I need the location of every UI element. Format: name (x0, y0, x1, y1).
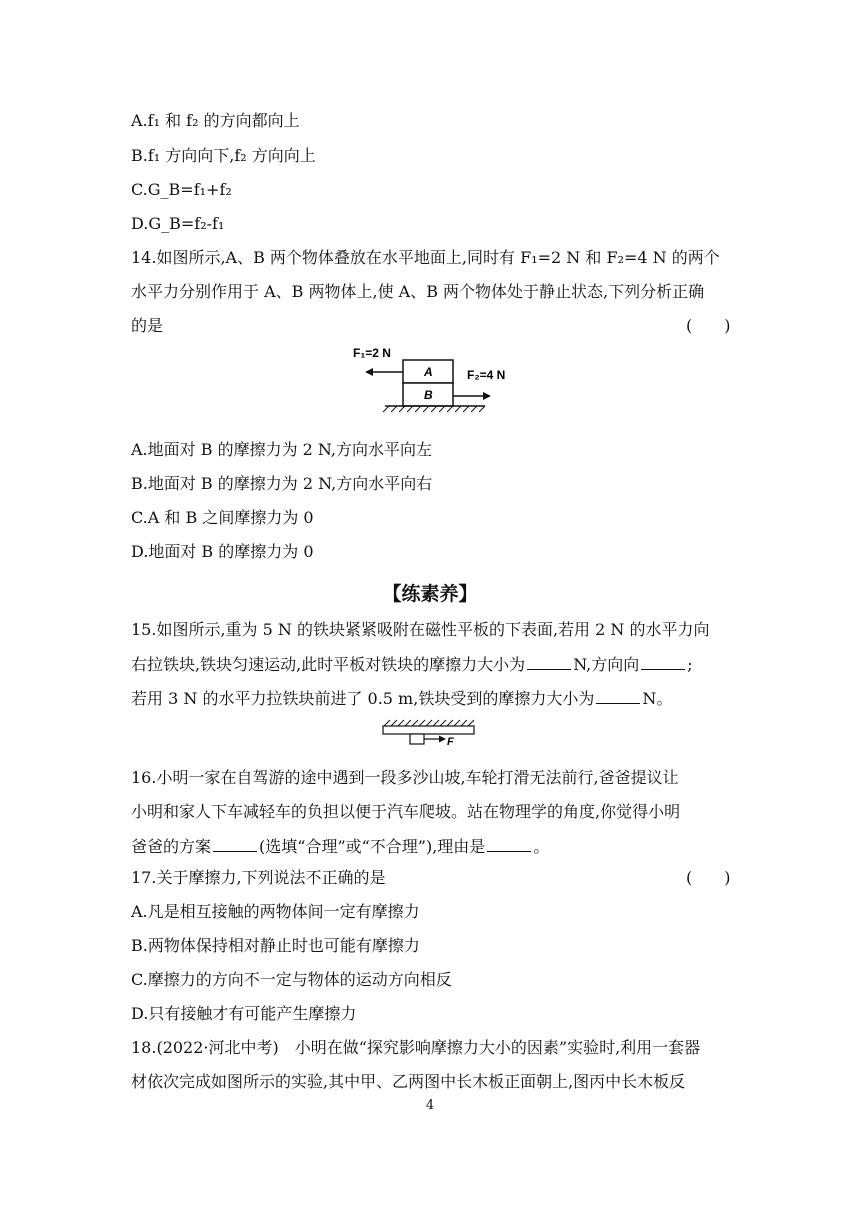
q14-option-d: D.地面对 B 的摩擦力为 0 (131, 542, 314, 561)
magnetic-plate (383, 726, 474, 734)
q16-blank-1[interactable] (213, 836, 257, 852)
q14-stem-line2: 水平力分别作用于 A、B 两物体上,使 A、B 两个物体处于静止状态,下列分析正确 (131, 282, 705, 301)
f1-arrow-head (365, 368, 373, 376)
iron-block (410, 734, 424, 744)
q16-stem-line2: 小明和家人下车减轻车的负担以便于汽车爬坡。站在物理学的角度,你觉得小明 (131, 802, 681, 821)
q13-option-c: C.G_B=f₁+f₂ (131, 180, 232, 199)
q17-option-b: B.两物体保持相对静止时也可能有摩擦力 (131, 936, 420, 955)
q13-option-b: B.f₁ 方向向下,f₂ 方向向上 (131, 146, 316, 165)
q16-line3-text-c: 。 (533, 837, 550, 856)
q15-stem-line3 (131, 688, 672, 709)
q17-option-d: D.只有接触才有可能产生摩擦力 (131, 1004, 357, 1023)
f2-arrow-head (483, 392, 491, 400)
q15-stem-line1: 15.如图所示,重为 5 N 的铁块紧紧吸附在磁性平板的下表面,若用 2 N 的水平力向 (131, 620, 710, 639)
q15-line2-text-c: ; (687, 655, 693, 674)
q18-stem-line1: 18.(2022·河北中考) 小明在做“探究影响摩擦力大小的因素”实验时,利用一套器 (131, 1038, 701, 1057)
q15-blank-1[interactable] (527, 654, 571, 670)
q17-answer-paren: ( ) (686, 868, 731, 887)
q17-stem: 17.关于摩擦力,下列说法不正确的是 (131, 868, 386, 887)
q16-stem-line1: 16.小明一家在自驾游的途中遇到一段多沙山坡,车轮打滑无法前行,爸爸提议让 (131, 768, 679, 787)
q14-stem-line1: 14.如图所示,A、B 两个物体叠放在水平地面上,同时有 F₁=2 N 和 F₂=4 N 的两个 (131, 248, 720, 267)
q15-line3-text-b: N。 (642, 689, 673, 708)
q13-option-d: D.G_B=f₂-f₁ (131, 214, 225, 233)
q18-stem-line2: 材依次完成如图所示的实验,其中甲、乙两图中长木板正面朝上,图丙中长木板反 (131, 1072, 686, 1091)
f1-label: F₁=2 N (353, 346, 391, 360)
f2-label: F₂=4 N (467, 368, 506, 382)
q14-option-a: A.地面对 B 的摩擦力为 2 N,方向水平向左 (131, 440, 432, 459)
q17-option-c: C.摩擦力的方向不一定与物体的运动方向相反 (131, 970, 452, 989)
q16-line3-text-a: 爸爸的方案 (131, 837, 212, 856)
q14-answer-paren: ( ) (686, 316, 731, 335)
block-b-label: B (424, 388, 433, 402)
q16-line3-text-b: (选填“合理”或“不合理”),理由是 (259, 837, 486, 856)
q15-stem-line2 (131, 654, 693, 675)
section-title: 【练素养】 (382, 583, 478, 605)
q15-line2-text-a: 右拉铁块,铁块匀速运动,此时平板对铁块的摩擦力大小为 (131, 655, 526, 674)
q14-figure (345, 343, 520, 413)
q15-blank-2[interactable] (641, 654, 685, 670)
q15-blank-3[interactable] (596, 688, 640, 704)
block-a-label: A (424, 365, 433, 379)
q16-stem-line3 (131, 836, 549, 857)
page-number: 4 (425, 1098, 435, 1113)
q17-option-a: A.凡是相互接触的两物体间一定有摩擦力 (131, 902, 420, 921)
q15-line3-text-a: 若用 3 N 的水平力拉铁块前进了 0.5 m,铁块受到的摩擦力大小为 (131, 689, 595, 708)
q16-blank-2[interactable] (487, 836, 531, 852)
plate-hatching (384, 720, 474, 726)
pull-arrow-head (439, 736, 446, 743)
pull-force-label: F (447, 736, 454, 748)
ground-hatching (383, 406, 485, 412)
q15-figure (380, 718, 480, 750)
q15-line2-text-b: N,方向向 (573, 655, 640, 674)
q13-option-a: A.f₁ 和 f₂ 的方向都向上 (131, 111, 300, 130)
q14-option-b: B.地面对 B 的摩擦力为 2 N,方向水平向右 (131, 474, 433, 493)
q14-stem-line3: 的是 (131, 316, 164, 335)
q14-option-c: C.A 和 B 之间摩擦力为 0 (131, 508, 314, 527)
